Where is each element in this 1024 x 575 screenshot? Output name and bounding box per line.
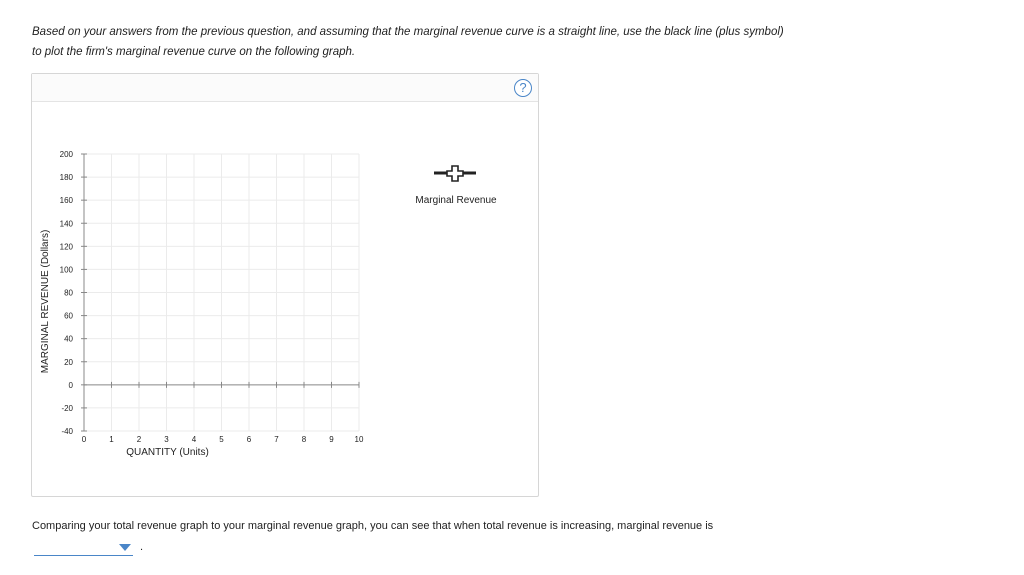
x-axis-label: QUANTITY (Units) — [126, 447, 209, 458]
answer-dropdown[interactable] — [34, 539, 133, 556]
marginal-revenue-tool-label: Marginal Revenue — [415, 195, 497, 206]
y-tick-label: 100 — [59, 265, 73, 275]
y-tick-label: 180 — [59, 173, 73, 183]
y-tick-label: -40 — [61, 427, 73, 436]
y-tick-label: 140 — [59, 219, 73, 229]
x-tick-label: 3 — [164, 435, 169, 444]
chart-grid — [84, 154, 359, 431]
chart-labels — [40, 150, 364, 458]
y-axis-label: MARGINAL REVENUE (Dollars) — [40, 229, 51, 374]
y-tick-label: 200 — [59, 150, 73, 159]
y-tick-label: 160 — [59, 196, 73, 206]
y-tick-label: 20 — [64, 357, 73, 367]
x-tick-label: 7 — [274, 435, 279, 444]
y-tick-label: 80 — [64, 288, 73, 298]
x-tick-label: 10 — [354, 435, 364, 444]
y-tick-label: 0 — [68, 380, 73, 390]
chevron-down-icon — [119, 544, 131, 551]
question-trailing-period: . — [140, 541, 144, 553]
instruction-line-1: Based on your answers from the previous question, and assuming that the marginal revenue curve is a straight line, use the black line (plus symbol) — [32, 26, 784, 38]
y-tick-label: 60 — [64, 311, 73, 321]
y-tick-label: 40 — [64, 334, 73, 344]
instruction-line-2: to plot the firm's marginal revenue curve on the following graph. — [32, 46, 356, 58]
x-tick-label: 8 — [301, 435, 307, 444]
x-tick-label: 4 — [191, 435, 197, 444]
x-tick-label: 1 — [109, 435, 114, 444]
line-with-plus-icon — [404, 158, 508, 188]
question-text: Comparing your total revenue graph to your marginal revenue graph, you can see that when total revenue is increasing, marginal revenue is — [32, 520, 714, 532]
x-tick-label: 2 — [136, 435, 142, 444]
marginal-revenue-chart[interactable] — [32, 74, 538, 496]
y-tick-label: -20 — [61, 403, 73, 413]
y-tick-label: 120 — [59, 242, 73, 252]
graph-panel — [31, 73, 539, 497]
marginal-revenue-tool[interactable] — [404, 154, 508, 216]
help-icon[interactable]: ? — [514, 79, 532, 97]
x-tick-label: 5 — [219, 435, 224, 444]
x-tick-label: 6 — [246, 435, 252, 444]
x-tick-label: 9 — [329, 435, 334, 444]
x-tick-label: 0 — [81, 435, 87, 444]
